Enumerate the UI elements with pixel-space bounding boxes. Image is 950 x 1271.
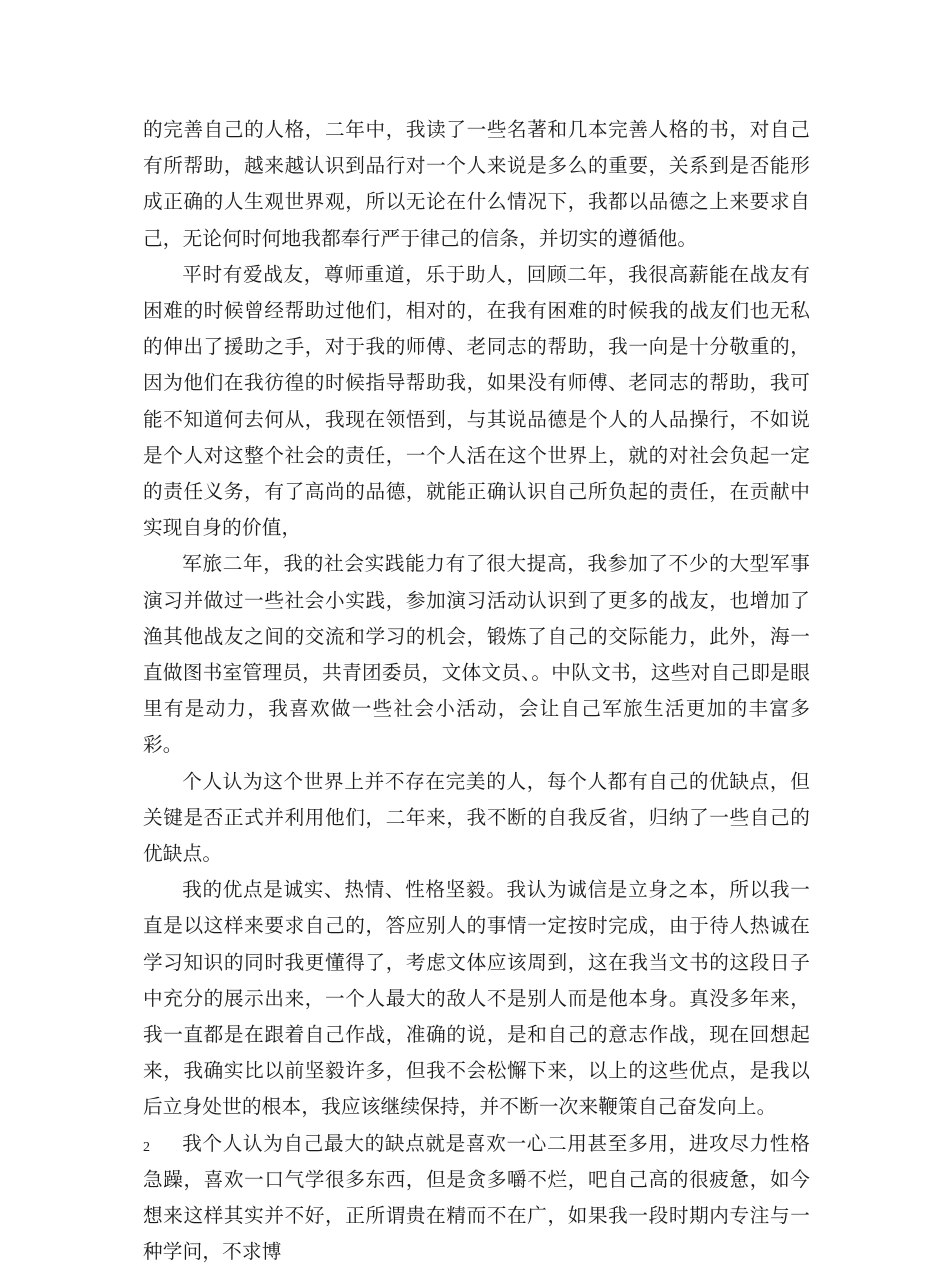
paragraph-5: 我的优点是诚实、热情、性格坚毅。我认为诚信是立身之本，所以我一直是以这样来要求自己的，答应别人的事情一定按时完成，由于待人热诚在学习知识的同时我更懂得了，考虑文体应该周到，这在我当文书的这段日子中充分的展示出来，一个人最大的敌人不是别人而是他本身。真没多年来，我一直都是在跟着自己作战，准确的说，是和自己的意志作战，现在回想起来，我确实比以前坚毅许多，但我不会松懈下来，以上的这些优点，是我以后立身处世的根本，我应该继续保持，并不断一次来鞭策自己奋发向上。 — [143, 878, 810, 1119]
paragraph-2: 平时有爱战友，尊师重道，乐于助人，回顾二年，我很高薪能在战友有困难的时候曾经帮助过他们，相对的，在我有困难的时候我的战友们也无私的伸出了援助之手，对于我的师傅、老同志的帮助，我一向是十分敬重的，因为他们在我彷徨的时候指导帮助我，如果没有师傅、老同志的帮助，我可能不知道何去何从，我现在领悟到，与其说品德是个人的人品操行，不如说是个人对这整个社会的责任，一个人活在这个世界上，就的对社会负起一定的责任义务，有了高尚的品德，就能正确认识自己所负起的责任，在贡献中实现自身的价值， — [143, 262, 810, 540]
document-body — [143, 112, 810, 1271]
paragraph-6: 我个人认为自己最大的缺点就是喜欢一心二用甚至多用，进攻尽力性格急躁，喜欢一口气学很多东西，但是贪多嚼不烂，吧自己高的很疲惫，如今想来这样其实并不好，正所谓贵在精而不在广，如果我一段时期内专注与一种学问，不求博 — [143, 1131, 810, 1264]
paragraph-4: 个人认为这个世界上并不存在完美的人，每个人都有自己的优缺点，但关键是否正式并利用他们，二年来，我不断的自我反省，归纳了一些自己的优缺点。 — [143, 769, 810, 866]
paragraph-1: 的完善自己的人格，二年中，我读了一些名著和几本完善人格的书，对自己有所帮助，越来越认识到品行对一个人来说是多么的重要，关系到是否能形成正确的人生观世界观，所以无论在什么情况下，我都以品德之上来要求自己，无论何时何地我都奉行严于律己的信条，并切实的遵循他。 — [143, 118, 810, 250]
page-number: 2 — [143, 1140, 150, 1155]
paragraph-3: 军旅二年，我的社会实践能力有了很大提高，我参加了不少的大型军事演习并做过一些社会小实践，参加演习活动认识到了更多的战友，也增加了渔其他战友之间的交流和学习的机会，锻炼了自己的交际能力，此外，海一直做图书室管理员，共青团委员，文体文员、。中队文书，这些对自己即是眼里有是动力，我喜欢做一些社会小活动，会让自己军旅生活更加的丰富多彩。 — [143, 552, 810, 757]
